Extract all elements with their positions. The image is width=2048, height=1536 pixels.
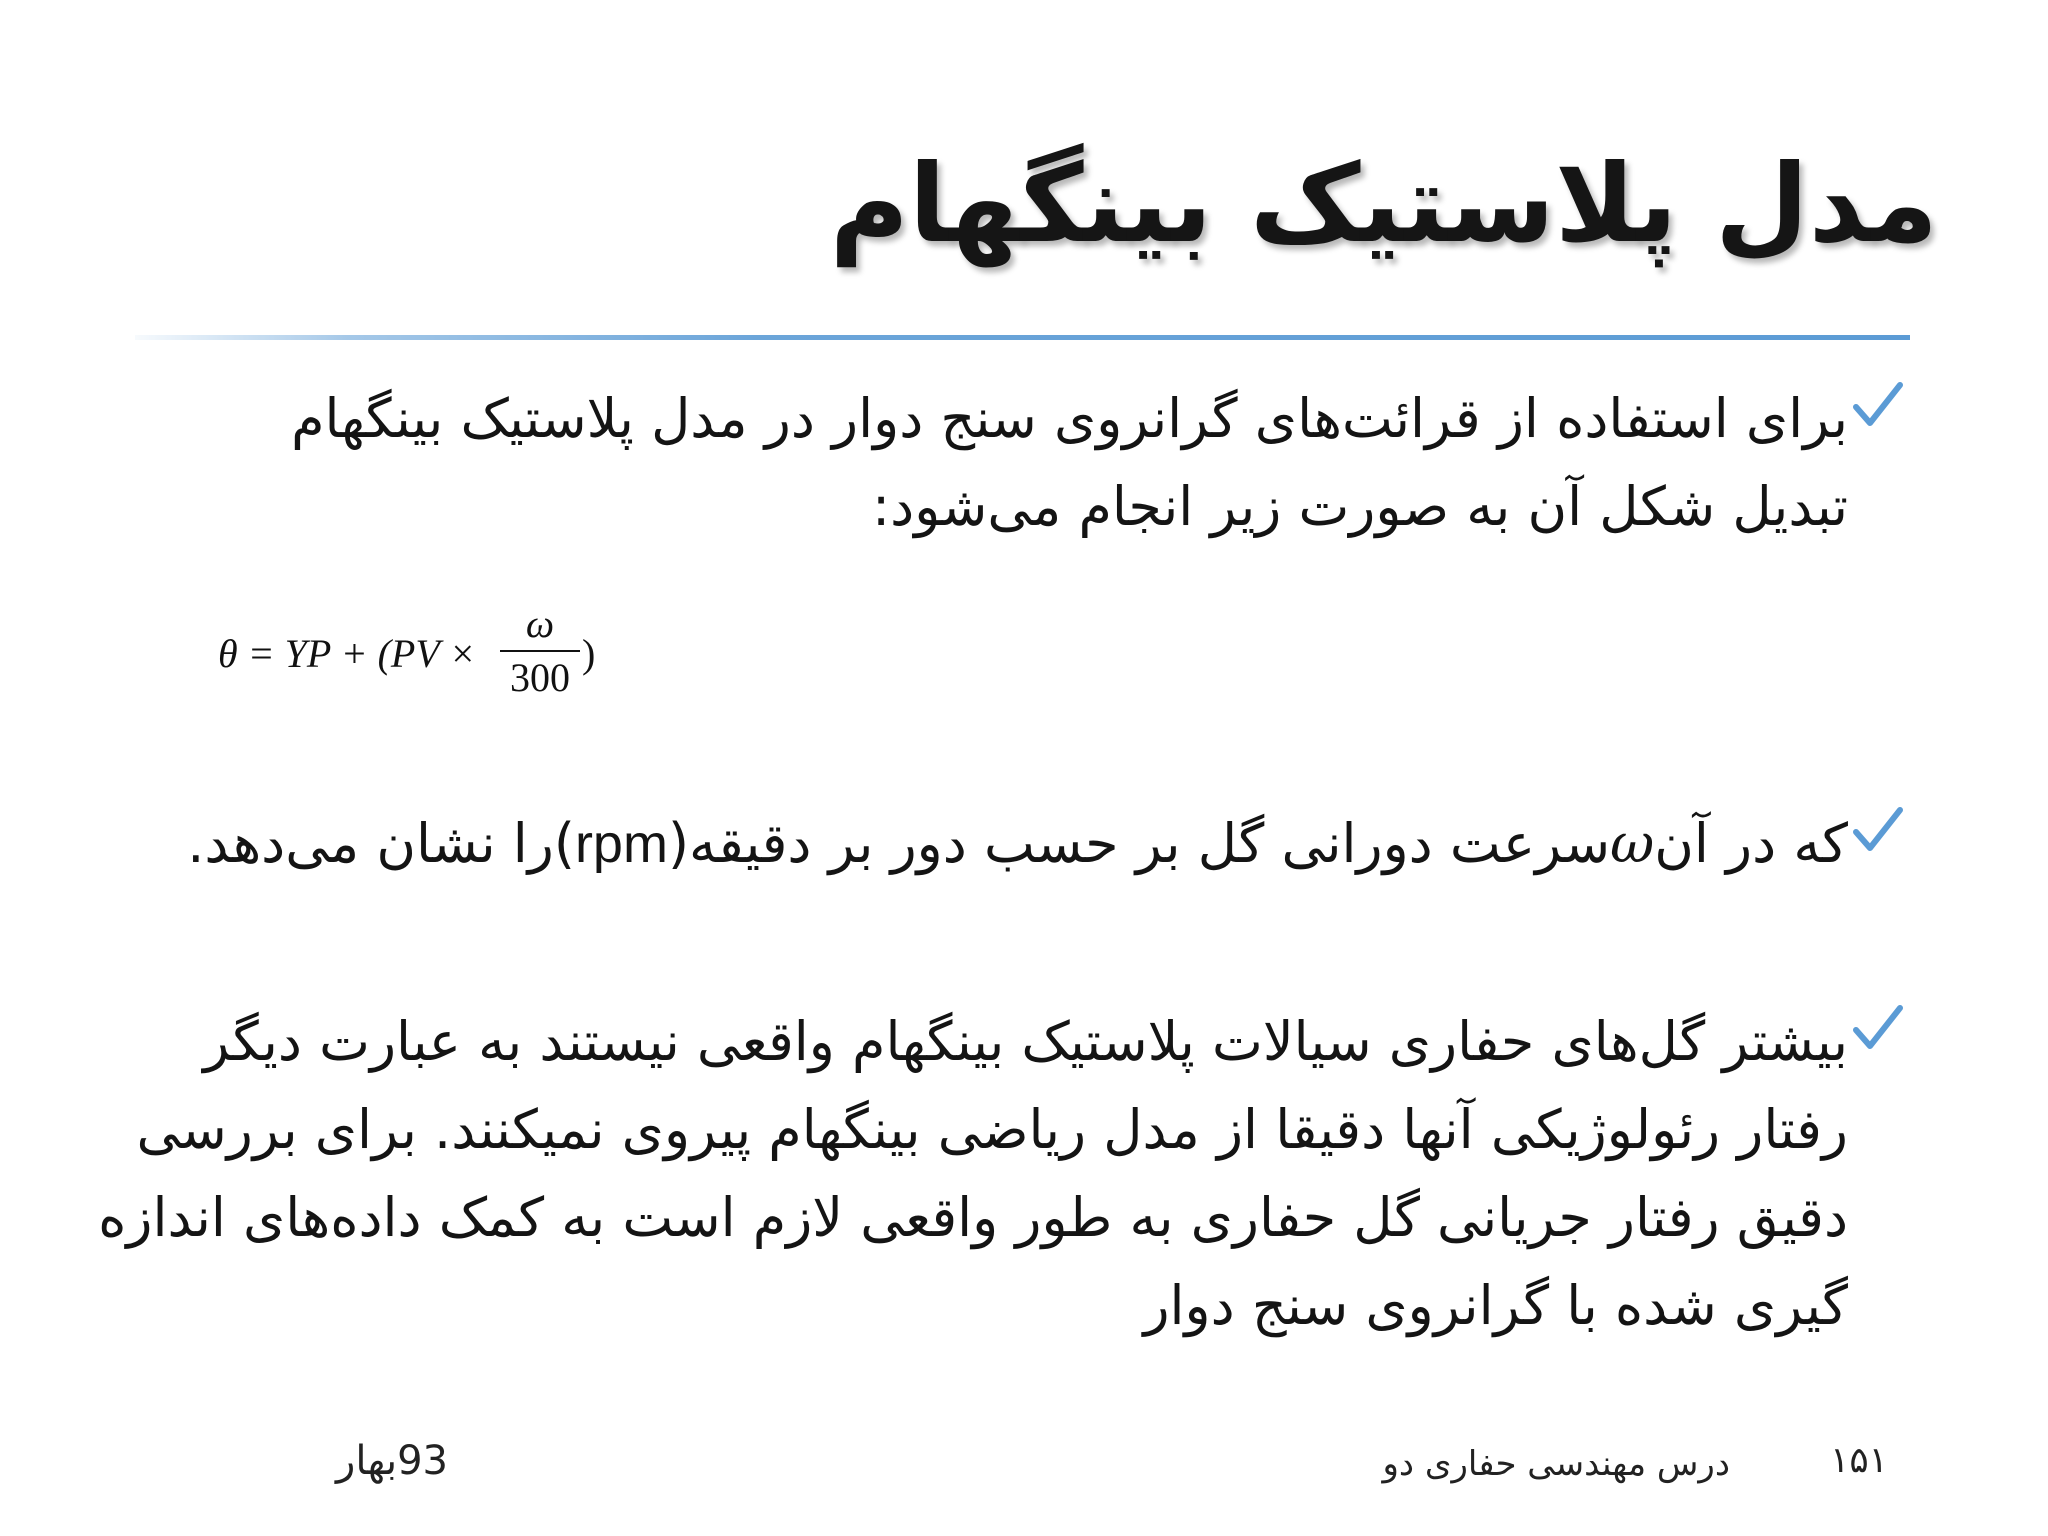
slide-title: مدل پلاستیک بینگهام: [829, 142, 1938, 267]
equation-close-paren: ): [582, 631, 596, 676]
checkmark-icon: [1848, 377, 1906, 435]
bullet-text-before: که در آن: [1654, 812, 1848, 875]
equation-numerator: ω: [525, 601, 555, 646]
equation-denominator: 300: [510, 655, 570, 700]
title-divider-line: [135, 334, 1910, 342]
bullet-text: [148, 800, 1848, 888]
equation-fraction: [500, 600, 580, 702]
footer-term: 93بهار: [336, 1438, 448, 1484]
fraction-bar: [500, 650, 580, 652]
bullet-text: برای استفاده از قرائت‌های گرانروی سنج دوار در مدل پلاستیک بینگهام تبدیل شکل آن به صورت زیر انجام می‌شود:: [291, 387, 1848, 538]
footer-course-name: درس مهندسی حفاری دو: [1382, 1444, 1730, 1484]
bullet-text-after: )را نشان می‌دهد.: [187, 812, 575, 875]
bingham-equation: [218, 600, 638, 720]
omega-symbol: ω: [1610, 812, 1655, 875]
unit-rpm: rpm: [574, 814, 668, 874]
bullet-item: [88, 998, 1848, 1350]
checkmark-icon: [1848, 1000, 1906, 1058]
equation-lhs: θ = YP + (PV ×: [218, 631, 477, 676]
bullet-item: [288, 375, 1848, 551]
bullet-text: بیشتر گل‌های حفاری سیالات پلاستیک بینگهام واقعی نیستند به عبارت دیگر رفتار رئولوژیکی آنها دقیقا از مدل ریاضی بینگهام پیروی نمیکنند. برای بررسی دقیق رفتار جریانی گل حفاری به طور واقعی لازم است به کمک داده‌های اندازه گیری شده با گرانروی سنج دوار: [98, 1010, 1848, 1337]
footer-page-number: ۱۵۱: [1829, 1440, 1888, 1481]
bullet-item: [148, 800, 1848, 888]
checkmark-icon: [1848, 802, 1906, 860]
bullet-text-middle: سرعت دورانی گل بر حسب دور بر دقیقه(: [667, 812, 1611, 875]
